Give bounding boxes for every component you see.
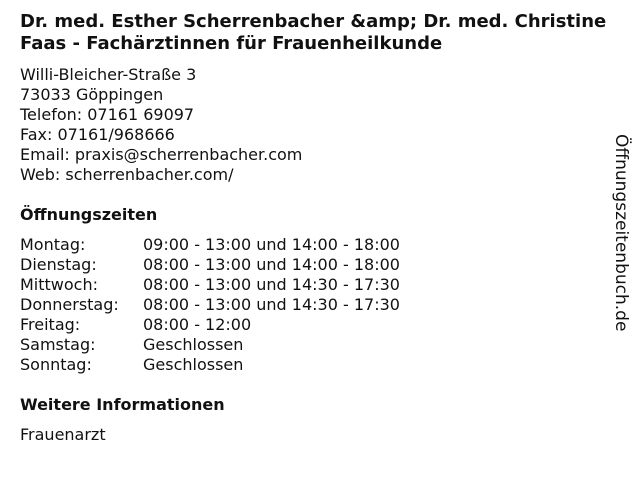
category-text: Frauenarzt — [20, 425, 106, 444]
contact-block — [20, 65, 302, 185]
hours-value: 09:00 - 13:00 und 14:00 - 18:00 — [143, 235, 400, 254]
further-info-heading: Weitere Informationen — [20, 395, 225, 414]
day-label: Montag: — [20, 235, 86, 254]
day-label: Mittwoch: — [20, 275, 98, 294]
hours-value: 08:00 - 13:00 und 14:30 - 17:30 — [143, 295, 400, 314]
day-label: Donnerstag: — [20, 295, 119, 314]
hours-value: 08:00 - 12:00 — [143, 315, 252, 334]
website: Web: scherrenbacher.com/ — [20, 165, 234, 184]
opening-hours-heading: Öffnungszeiten — [20, 205, 158, 224]
fax-number: Fax: 07161/968666 — [20, 125, 175, 144]
hours-value: Geschlossen — [143, 335, 244, 354]
hours-value: 08:00 - 13:00 und 14:30 - 17:30 — [143, 275, 400, 294]
postal-city: 73033 Göppingen — [20, 85, 164, 104]
day-label: Sonntag: — [20, 355, 92, 374]
site-watermark: Öffnungszeitenbuch.de — [611, 134, 631, 332]
hours-value: Geschlossen — [143, 355, 244, 374]
day-label: Dienstag: — [20, 255, 97, 274]
practice-title: Dr. med. Esther Scherrenbacher &amp; Dr. med. Christine Faas - Fachärztinnen für Frauenheilkunde — [20, 11, 607, 54]
day-label: Freitag: — [20, 315, 81, 334]
phone-number: Telefon: 07161 69097 — [20, 105, 195, 124]
day-label: Samstag: — [20, 335, 96, 354]
hours-value: 08:00 - 13:00 und 14:00 - 18:00 — [143, 255, 400, 274]
street-address: Willi-Bleicher-Straße 3 — [20, 65, 197, 84]
email-address: Email: praxis@scherrenbacher.com — [20, 145, 303, 164]
